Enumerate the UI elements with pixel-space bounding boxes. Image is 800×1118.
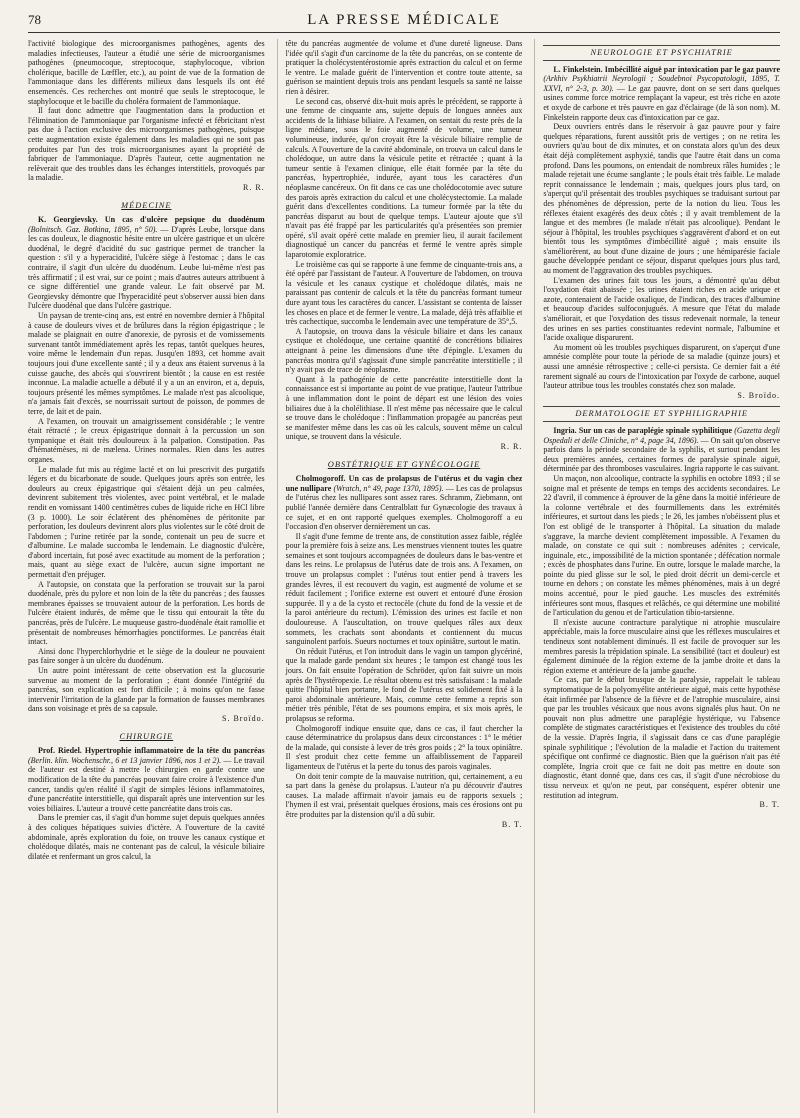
article-text: — D'après Leube, lorsque dans les cas douleux, le diagnostic hésite entre un ulcère gastrique et un ulcère duodénal, le degré d'acidité du suc gastrique permet de trancher la question : s'il y a hyperacidité, l'ulcère siège à l'estomac ; dans le cas contraire, il s'agit d'un ulcère du duodénum. Leube lui-même n'est pas très affirmatif ; il est vrai, sur ce point ; mais d'autres auteurs attribuent à ce signe différentiel une grande valeur. Le fait observé par M. Georgievsky démontre que l'hyperacidité peut s'observer aussi bien dans l'ulcère duodénal que dans l'ulcère gastrique. xyxy=(28,224,265,311)
signature: S. Broïdo. xyxy=(737,390,781,400)
article-reference: (Wratch, n° 49, page 1370, 1895). xyxy=(333,483,444,493)
paragraph: Il s'agit d'une femme de trente ans, de constitution assez faible, réglée pour la première fois à seize ans. Les menstrues viennent toutes les quatre semaines et sont toujours accompagnées de douleurs dans le bas-ventre et dans les reins. Le prolapsus de l'utérus date de trois ans. A l'examen, on trouve un prolapsus complet : l'utérus tout entier pend à travers les grandes lèvres, il est recouvert du vagin, est augmenté de volume et se réduit facilement ; l'orifice externe est ouvert et entouré d'une érosion suppurée. Il y a de la cysto et rectocèle (chute du fond de la vessie et de la paroi antérieure du rectum). L'émission des urines est facile et non douloureuse. A l'auscultation, on trouve quelques râles aux deux sommets, les crachats sont abondants et contiennent du mucus sanguinolent parfois. Sueurs nocturnes et toux opiniâtre, surtout le matin. xyxy=(285,531,523,647)
paragraph: Au moment où les troubles psychiques disparurent, on s'aperçut d'une amnésie complète pour toute la période de sa maladie (quinze jours) et aussi une amnésie rétrospective ; celle-ci persista. Ce dernier fait a été rarement signalé au cours de l'intoxication par l'oxyde de carbone, auquel l'auteur attribue tous les troubles constatés chez son malade. xyxy=(543,342,781,391)
article-paragraph xyxy=(286,474,523,532)
section-heading-obstetrique: OBSTÉTRIQUE ET GYNÉCOLOGIE xyxy=(327,459,481,469)
article-reference: (Bolnitsch. Gaz. Botkina, 1895, n° 50). xyxy=(28,224,158,234)
paragraph: Ainsi donc l'hyperchlorhydrie et le siège de la douleur ne pouvaient pas faire songer à un ulcère du duodénum. xyxy=(28,646,265,666)
paragraph: A l'examen, on trouvait un amaigrissement considérable ; le ventre était rétracté ; le creux épigastrique donnait à la percussion un son tympanique et était très douloureux à la palpation. Constipation. Pas d'hématémèses, ni de mælena. Urines normales. Rien dans les autres organes. xyxy=(28,416,265,464)
paragraph: Le second cas, observé dix-huit mois après le précédent, se rapporte à une femme de cinquante ans, sujette depuis de longues années aux accidents de la lithiase biliaire. A l'examen, on sentait du reste près de la ligne médiane, sous le foie augmenté de volume, une tumeur volumineuse, indurée, qu'on croyait être la vésicule biliaire remplie de calculs. A l'ouverture de la cavité abdominale, on trouva un calcul dans le cholédoque, un autre dans la vésicule petite et rétractée ; quant à la tumeur sentie à l'examen clinique, elle était formée par la tête du pancréas, hypertrophiée, indurée, ayant tous les caractères d'un néoplasme cancéreux. On fit dans ce cas une cholédocotomie avec suture des parois après extraction du calcul et une cholécystectomie. La malade guérit dans d'excellentes conditions. La tumeur formée par la tête du pancréas disparut au bout de quelque temps. L'auteur ajoute que s'il n'avait pas été frappé par les particularités qu'a présentées son premier opéré, s'il avait opéré cette malade en premier lieu, il aurait facilement diagnostiqué un cancer du pancréas et fermé le ventre après simple laparotomie exploratrice. xyxy=(285,96,523,260)
paragraph: Il n'existe aucune contracture paralytique ni atrophie musculaire appréciable, mais la force musculaire ainsi que les réflexes musculaires et tendineux sont notablement diminués. Il est facile de provoquer sur les membres paresis la trépidation spinale. La sensibilité (tact et douleur) est également diminuée de la région externe de la jambe droite et dans la région externe et antérieure de la jambe gauche. xyxy=(543,617,781,675)
article-paragraph xyxy=(28,215,265,311)
column-2 xyxy=(277,39,523,1113)
paragraph: A l'autopsie, on constata que la perforation se trouvait sur la paroi duodénale, près du pylore et non loin de la tête du pancréas ; des fausses membranes épaisses se trouvaient autour de la perforation. Les bords de l'ulcère étaient indurés, de même que le tissu qui entourait la tête du pancréas, près de l'ulcère. Le muqueuse gastro-duodénale était ramollie et présentait de nombreuses hémorrhagies ponctiformes. Le pancréas était intact. xyxy=(28,579,265,647)
journal-title: LA PRESSE MÉDICALE xyxy=(307,12,501,28)
signature: B. T. xyxy=(501,819,523,829)
article-paragraph xyxy=(28,746,265,813)
signature: B. T. xyxy=(759,800,781,810)
column-3 xyxy=(534,39,780,1113)
article-title: Cholmogoroff. Un cas de prolapsus de l'utérus et du vagin chez une nullipare xyxy=(285,474,523,493)
running-head xyxy=(28,12,780,33)
article-title: Ingria. Sur un cas de paraplégie spinale syphilitique xyxy=(553,425,733,435)
section-heading-medecine: MÉDECINE xyxy=(121,200,172,210)
paragraph: Un autre point intéressant de cette observation est la glucosurie survenue au moment de la perforation ; étant donnée l'intégrité du pancréas, son explication est fort difficile ; à moins qu'on ne fasse intervenir l'irritation de la glande par la formation de fausses membranes dans son voisinage et près de sa capsule. xyxy=(28,666,265,714)
paragraph: l'activité biologique des microorganismes pathogènes, agents des maladies infectieuses, l'auteur a étudié une série de microorganismes pathogènes (pneumocoque, streptocoque, staphylocoque, vibrion cholérique, bacille de Lœffler, etc.), au point de vue de la formation de l'ammoniaque dans les différents milieux dans lesquels ils ont été ensemencés. Ces recherches ont montré que seuls le streptocoque, le staphylocoque et le bacille du choléra formaient de l'ammoniaque. xyxy=(28,39,265,106)
paragraph: Dans le premier cas, il s'agit d'un homme sujet depuis quelques années à des coliques hépatiques suivies d'ictère. A l'ouverture de la cavité abdominale, après exploration du foie, on trouve les canaux cystique et cholédoque dilatés, mais ne contenant pas de calcul, la vésicule biliaire dilatée et renfermant un gros calcul, la xyxy=(28,813,265,861)
article-reference: (Arkhiv Psykhiatrii Neyrologii ; Soudebnoi Psycopatologii, 1895, T. XXVI, n° 2-3, p. 30). xyxy=(543,74,781,93)
signature: S. Broïdo. xyxy=(222,713,265,723)
section-heading-neurologie: NEUROLOGIE ET PSYCHIATRIE xyxy=(543,45,780,61)
signature: R. R. xyxy=(243,182,265,192)
article-reference: (Gazetta degli Ospedali et delle Cliniche, n° 4, page 34, 1896). xyxy=(543,425,781,445)
paragraph: Le troisième cas qui se rapporte à une femme de cinquante-trois ans, a été opéré par l'assistant de l'auteur. A l'ouverture de l'abdomen, on trouva la vésicule et les canaux cystique et cholédoque dilatés, mais ne paraissant pas contenir de calculs et la tête du pancréas formant tumeur dure ayant tous les caractères du cancer. L'assistant se contenta de laisser les choses en place et de fermer le ventre. La malade, déjà très affaiblie et très cachectique, succomba le lendemain avec une température de 35°,5. xyxy=(285,259,523,327)
article-paragraph xyxy=(543,65,780,123)
paragraph: L'examen des urines fait tous les jours, a démontré qu'au début l'oxydation était abaissée ; les urines étaient riches en acide urique et azote, contenaient de l'acide oxalique, de l'indican, des traces d'albumine et beaucoup d'acides sulfoconjugués. A mesure que l'état du malade s'améliorait, et que l'oxydation des tissus redevenait normale, la teneur des urines en ses parties constituantes redevint normale, l'albumine et l'acide oxalique disparurent. xyxy=(543,275,781,343)
article-reference: (Berlin. klin. Wochenschr., 6 et 13 janvier 1896, nos 1 et 2). xyxy=(28,755,222,765)
paragraph: Ce cas, par le début brusque de la paralysie, rappelait le tableau symptomatique de la polyomyélite antérieure aiguë, mais cette hypothèse était infirmée par l'absence de la fièvre et de l'atrophie musculaire, ainsi que par les troubles vésicaux que nous avons signalés plus haut. On ne pouvait non plus admettre une paraplégie hystérique, vu l'absence complète de stigmates caractéristiques et l'existence des troubles du côté de la vessie. D'après Ingria, il s'agissait dans ce cas d'une paraplégie spinale syphilitique ; l'évolution de la maladie et l'action du traitement spécifique ont confirmé ce diagnostic. Bien que la guérison n'ait pas été complète, Ingria croit que ce fait ne doit pas mettre en doute son diagnostic, étant donné que, dans ces cas, il s'agit d'une nécrobiose du tissu nerveux et qu'on ne peut, par conséquent, espérer obtenir une restitution ad integrum. xyxy=(543,675,781,800)
signature: R. R. xyxy=(500,441,523,451)
paragraph: Un paysan de trente-cinq ans, est entré en novembre dernier à l'hôpital à cause de douleurs vives et de brûlures dans la région épigastrique ; le malade se plaignait en outre d'anorexie, de pyrosis et de vomissements survenant tantôt immédiatement après les repas, tantôt quelques heures, voire même le lendemain d'un repas. Jusqu'en 1893, cet homme avait toujours joui d'une excellente santé ; il y a deux ans étaient survenus à la cuisse gauche, des abcès qui s'ouvrirent bientôt ; la cause en est restée inconnue. La maladie actuelle a débuté il y a un an environ, et a, depuis, toujours présenté les mêmes symptômes. Le malade n'est pas alcoolique, n'a jamais fait d'excès, se nourrissait surtout de poisson, de pommes de terre, de lait et de pain. xyxy=(28,311,265,416)
article-text: — On sait qu'on observe parfois dans la période secondaire de la syphilis, et surtout pendant les deux premières années, certaines formes de paralysie spinale aiguë, déterminée par des thromboses vasculaires. Ingria rapporte le cas suivant. xyxy=(543,435,781,474)
paragraph: Le malade fut mis au régime lacté et on lui prescrivit des purgatifs légers et du bicarbonate de soude. Quelques jours après son entrée, les douleurs au creux épigastrique qui s'étaient déjà un peu calmées, devinrent subitement très violentes, avec point vertébral, et le malade rendit en vomissant 1400 centimètres cubes de liquide riche en HCl libre (3 p. 1000). Le soir éclatèrent des phénomènes de péritonite par perforation, les douleurs devinrent alors plus violentes sur le côté droit de l'abdomen ; l'urine retirée par la sonde, contenait un peu de sucre et d'albumine. Le malade succomba le lendemain. Le diagnostic d'ulcère, d'abord incertain, fut posé avec exactitude au moment de la perforation ; mais, quant au siège exact de l'ulcère, aucun signe important ne permettait d'en préjuger. xyxy=(28,464,265,580)
section-heading-dermatologie: DERMATOLOGIE ET SYPHILIGRAPHIE xyxy=(543,406,780,422)
page-number: 78 xyxy=(28,12,41,27)
article-title: Prof. Riedel. Hypertrophie inflammatoire de la tête du pancréas xyxy=(38,746,265,756)
paragraph: Quant à la pathogénie de cette pancréatite interstitielle dont la connaissance est si importante au point de vue pratique, l'auteur l'attribue à une inflammation dont le point de départ est une lésion des voies biliaires due à la cholélithiase. Il n'est même pas nécessaire que le calcul se trouve dans le cholédoque : l'inflammation propagée au pancréas peut se manifester même dans les cas où les calculs, souvent même un calcul unique, se trouvent dans la vésicule. xyxy=(285,374,523,442)
column-1 xyxy=(28,39,265,1113)
paragraph: Deux ouvriers entrés dans le réservoir à gaz pauvre pour y faire quelques réparations, furent aussitôt pris de vertiges ; on ne retira les ouvriers qu'au bout de dix minutes, et on constata alors qu'un des deux était déjà complètement asphyxié, tandis que l'autre était dans un coma profond. Dans les poumons, on entendait de nombreux râles humides ; le malade rejetait une écume sanglante ; le pouls était très faible. Le malade reprit connaissance le lendemain ; mais, quelques jours plus tard, on s'aperçut qu'il présentait des troubles psychiques se traduisant surtout par des phénomènes de dépression, perte de la notion du lieu. Tous les réflexes étaient exagérés des deux côtés ; il y avait tremblement de la langue et des membres (le malade n'était pas alcoolique). Pendant le séjour à l'hôpital, les troubles psychiques s'aggravèrent d'abord et on eut bientôt tous les symptômes d'imbécillité aiguë ; mais ensuite ils s'améliorèrent, au bout d'une dizaine de jours ; une hémiparésie faciale gauche développée pendant ce séjour, disparut quelques jours plus tard, au moment de l'aggravation des troubles psychiques. xyxy=(543,122,781,276)
paragraph: On réduit l'utérus, et l'on introduit dans le vagin un tampon glycériné, que la malade garde pendant six heures ; le tampon est changé tous les jours. On fait ensuite l'opération de Schröder, qu'on fait suivre un mois après de l'hystéropexie. Le résultat obtenu est très satisfaisant : la malade quitte l'hôpital bien portante, le fond de l'utérus est solidement fixé à la paroi abdominale antérieure. Mais, comme cette femme a repris son métier très pénible, l'état de ses poumons empira, et six mois après, le prolapsus se reforma. xyxy=(285,646,523,723)
paragraph: Cholmogoroff indique ensuite que, dans ce cas, il faut chercher la cause déterminatrice du prolapsus dans deux circonstances : 1° le métier de la malade, qui consiste à lever de très gros poids ; 2° la toux opiniâtre. Il s'est produit chez cette femme un affaiblissement de l'appareil ligamenteux de l'utérus et la perte du tonus des parois vaginales. xyxy=(285,723,523,771)
article-text: — Le gaz pauvre, dont on se sert dans quelques usines comme force motrice remplaçant la vapeur, est très riche en azote et oxyde de carbone et très pauvre en gaz d'éclairage (de là son nom). M. Finkelstein rapporte deux cas d'intoxication par ce gaz. xyxy=(543,83,781,122)
article-paragraph xyxy=(543,426,780,474)
paragraph: A l'autopsie, on trouva dans la vésicule biliaire et dans les canaux cystique et cholédoque, une certaine quantité de concrétions biliaires atteignant à peine les dimensions d'une tête d'épingle. L'examen du pancréas montra qu'il s'agissait d'une simple pancréatite interstitielle ; il n'y avait pas de trace de néoplasme. xyxy=(285,326,523,375)
paragraph: tête du pancréas augmentée de volume et d'une dureté ligneuse. Dans l'idée qu'il s'agit d'un carcinome de la tête du pancréas, on se contente de pratiquer la cholécystentérostomie après extraction du calcul et on ferme le ventre. Le malade guérit de l'intervention et contre toute attente, sa guérison se maintient depuis trois ans pendant lesquels sa santé ne laisse rien à désirer. xyxy=(285,39,523,96)
text-columns xyxy=(28,39,780,1113)
section-heading-chirurgie: CHIRURGIE xyxy=(119,731,174,741)
paragraph: Un maçon, non alcoolique, contracte la syphilis en octobre 1893 ; il se soigne mal et présente de temps en temps des accidents secondaires. Le 22 d'avril, il commence à éprouver de la gêne dans la moitié inférieure de la colonne vertébrale et des fourmillements dans les extrémités inférieures, et surtout dans les pieds ; le 26, les jambes n'obéissent plus et l'on est obligé de le transporter à l'hôpital. La situation du malade s'aggrave, la marche devient complètement impossible. A l'examen du malade, on constate ce qui suit : nombreuses adénites ; cervicale, inguinale, etc., impossibilité de la miction spontanée ; défécation normale ; excès de phosphates dans l'urine. En outre, lorsque le malade marche, la pointe du pied glisse sur le sol, le pied droit décrit un demi-cercle et tourne en dehors ; on constate les mêmes phénomènes, mais à un degré moins accentué, pour le pied gauche. Les muscles des extrémités inférieures sont mous, flasques et relâchés, ce qui détermine une mobilité de l'articulation du genou et de l'articulation tibio-tarsienne. xyxy=(543,473,781,618)
article-title: K. Georgievsky. Un cas d'ulcère pepsique du duodénum xyxy=(38,215,265,225)
article-title: L. Finkelstein. Imbécillité aiguë par intoxication par le gaz pauvre xyxy=(553,64,781,74)
article-text: — Le travail de l'auteur est destiné à mettre le chirurgien en garde contre une modification de la tête du pancréas pouvant faire croire à l'existence d'un cancer, tandis qu'en réalité il s'agit de simples lésions inflammatoires, d'une pancréatite interstitielle, qui disparaît après une intervention sur les voies biliaires. L'auteur a trouvé cette pancréatite dans trois cas. xyxy=(28,755,265,813)
paragraph: On doit tenir compte de la mauvaise nutrition, qui, certainement, a eu sa part dans la genèse du prolapsus. L'auteur n'a pu découvrir d'autres causes. La malade affirmait n'avoir jamais eu de rapports sexuels ; l'hymen il est vrai, présentait quelques érosions, mais ces érosions ont pu être produites par la distension qu'il a dû subir. xyxy=(285,771,523,819)
article-text: — Les cas de prolapsus de l'utérus chez les nullipares sont assez rares. Schramm, Ziebmann, ont publié l'année dernière dans Centralblatt fur Gynæcologie des travaux à ce sujet, et en ont rapporté quelques exemples. Cholmogoroff a eu l'occasion d'en observer dernièrement un cas. xyxy=(285,483,523,532)
paragraph: Il faut donc admettre que l'augmentation dans la production et l'élimination de l'ammoniaque par l'organisme infecté et fébricitant n'est pas due à l'action exclusive des microorganismes pathogènes, puisque cette augmentation existe également dans les maladies qui ne sont pas produites par l'un des trois microorganismes ayant la propriété de fabriquer de l'ammoniaque. D'après l'auteur, cette augmentation ne relèverait que des troubles dans les échanges interstitiels, provoqués par la maladie. xyxy=(28,106,265,183)
